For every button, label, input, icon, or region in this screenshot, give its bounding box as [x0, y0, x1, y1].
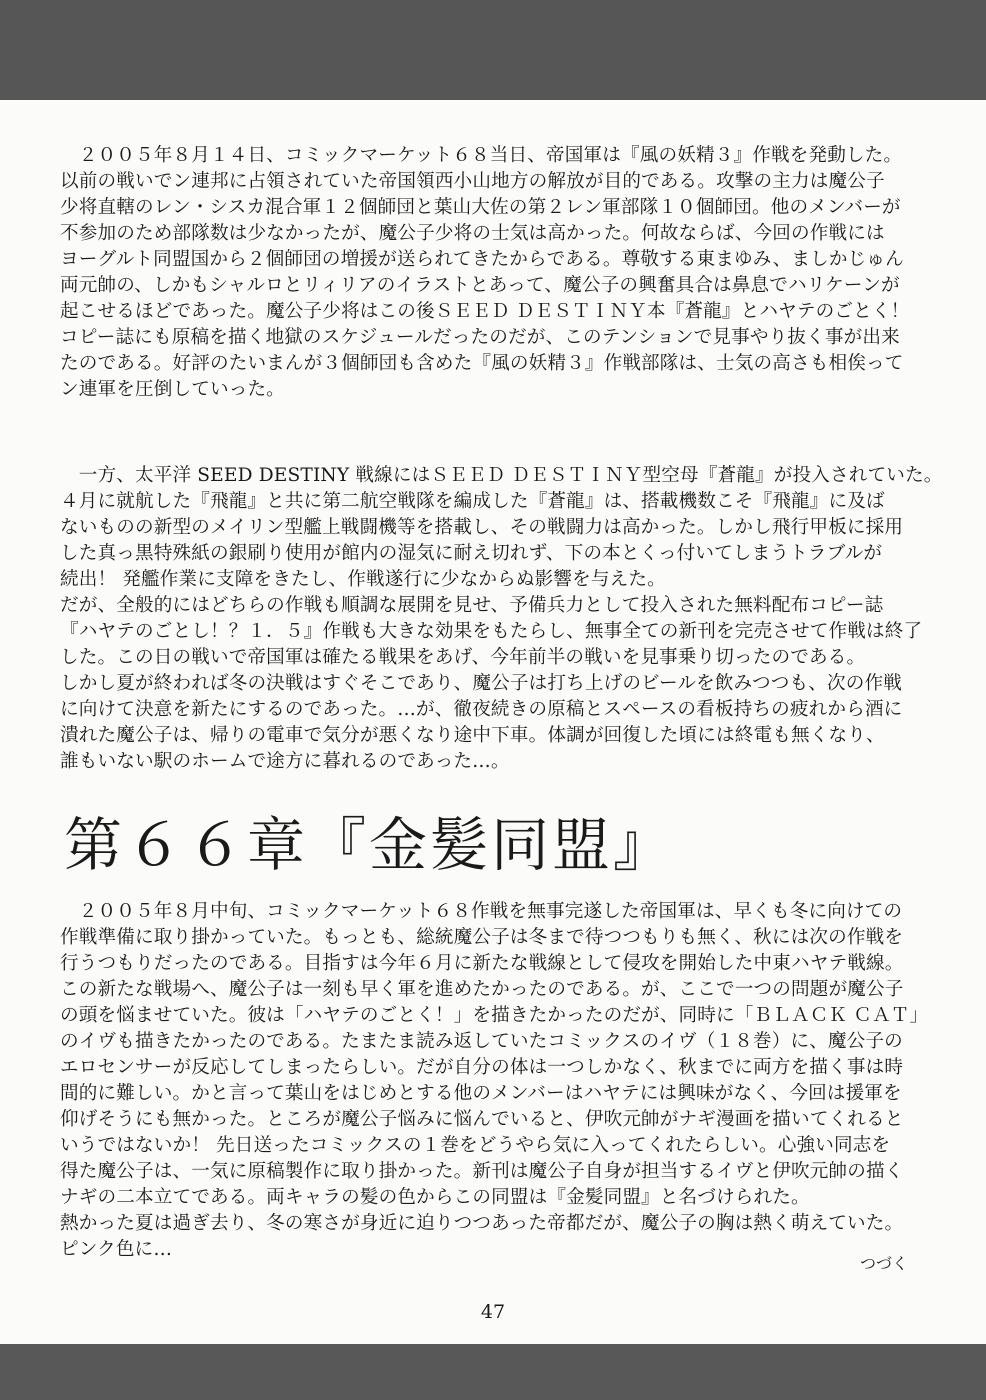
text-line: に向けて決意を新たにするのであった。…が、徹夜続きの原稿とスペースの看板持ちの疲れから酒に: [60, 699, 903, 720]
scan-border-bottom: [0, 1344, 986, 1400]
chapter-heading: 第６６章『金髪同盟』: [64, 811, 675, 879]
text-line: の頭を悩ませていた。彼は「ハヤテのごとく！」を描きたかったのだが、同時に「ＢＬＡＣＫ ＣＡＴ」: [60, 1005, 929, 1026]
text-line: ２００５年８月中旬、コミックマーケット６８作戦を無事完遂した帝国軍は、早くも冬に向けての: [60, 901, 903, 922]
text-line: ピンク色に…: [60, 1239, 173, 1260]
text-line: した真っ黒特殊紙の銀刷り使用が館内の湿気に耐え切れず、下の本とくっ付いてしまうトラブルが: [60, 543, 883, 564]
text-line: 得た魔公子は、一気に原稿製作に取り掛かった。新刊は魔公子自身が担当するイヴと伊吹元帥の描く: [60, 1161, 904, 1182]
text-line: 少将直轄のレン・シスカ混合軍１２個師団と葉山大佐の第２レン軍部隊１０個師団。他のメンバーが: [60, 197, 901, 218]
text-line: ナギの二本立てである。両キャラの髪の色からこの同盟は『金髪同盟』と名づけられた。: [60, 1187, 810, 1208]
text-line: 続出！ 発艦作業に支障をきたし、作戦遂行に少なからぬ影響を与えた。: [60, 569, 666, 590]
text-line: 行うつもりだったのである。目指すは今年６月に新たな戦線として侵攻を開始した中東ハヤテ戦線。: [60, 953, 904, 974]
text-line: たのである。好評のたいまんが３個師団も含めた『風の妖精３』作戦部隊は、士気の高さも相俟って: [60, 353, 904, 374]
text-line: 誰もいない駅のホームで途方に暮れるのであった…。: [60, 751, 510, 772]
text-line: 作戦準備に取り掛かっていた。もっとも、総統魔公子は冬まで待つつもりも無く、秋には次の作戦を: [60, 927, 904, 948]
text-line: エロセンサーが反応してしまったらしい。だが自分の体は一つしかなく、秋までに両方を描く事は時: [60, 1057, 904, 1078]
text-line: ２００５年８月１４日、コミックマーケット６８当日、帝国軍は『風の妖精３』作戦を発動した。: [60, 145, 903, 166]
text-line: のイヴも描きたかったのである。たまたま読み返していたコミックスのイヴ（１８巻）に、魔公子の: [60, 1031, 903, 1052]
scan-border-top: [0, 0, 986, 100]
text-line: この新たな戦場へ、魔公子は一刻も早く軍を進めたかったのである。が、ここで一つの問題が魔公子: [60, 979, 904, 1000]
text-line: だが、全般的にはどちらの作戦も順調な展開を見せ、予備兵力として投入された無料配布コピー誌: [60, 595, 884, 616]
text-line: ン連軍を圧倒していった。: [60, 379, 285, 400]
page-number: 47: [480, 1301, 506, 1323]
text-line: 一方、太平洋 SEED DESTINY 戦線にはＳＥＥＤ ＤＥＳＴＩＮＹ型空母『蒼龍』が投入されていた。: [60, 465, 943, 486]
text-line: 間的に難しい。かと言って葉山をはじめとする他のメンバーはハヤテには興味がなく、今回は援軍を: [60, 1083, 902, 1104]
text-line: コピー誌にも原稿を描く地獄のスケジュールだったのだが、このテンションで見事やり抜く事が出来: [60, 327, 900, 348]
text-line: 以前の戦いでン連邦に占領されていた帝国領西小山地方の解放が目的である。攻撃の主力は魔公子: [60, 171, 885, 192]
section-comiket-68-battle: [60, 143, 946, 403]
text-line: ヨーグルト同盟国から２個師団の増援が送られてきたからである。尊敬する東まゆみ、ましかじゅん: [60, 249, 904, 270]
section-pacific-front: [60, 463, 946, 775]
text-line: 仰げそうにも無かった。ところが魔公子悩みに悩んでいると、伊吹元帥がナギ漫画を描いてくれると: [60, 1109, 904, 1130]
text-line: 不参加のため部隊数は少なかったが、魔公子少将の士気は高かった。何故ならば、今回の作戦には: [60, 223, 885, 244]
text-line: 潰れた魔公子は、帰りの電車で気分が悪くなり途中下車。体調が回復した頃には終電も無くなり、: [60, 725, 885, 746]
text-line: した。この日の戦いで帝国軍は確たる戦果をあげ、今年前半の戦いを見事乗り切ったのである。: [60, 647, 866, 668]
text-line: 『ハヤテのごとし！？１．５』作戦も大きな効果をもたらし、無事全ての新刊を完売させて作戦は終了: [60, 621, 923, 642]
text-line: 熱かった夏は過ぎ去り、冬の寒さが身近に迫りつつあった帝都だが、魔公子の胸は熱く萌えていた。: [60, 1213, 904, 1234]
text-line: 起こせるほどであった。魔公子少将はこの後ＳＥＥＤ ＤＥＳＴＩＮＹ本『蒼龍』とハヤテのごとく！: [60, 301, 910, 322]
section-blonde-alliance: [60, 899, 946, 1263]
text-line: ないものの新型のメイリン型艦上戦闘機等を搭載し、その戦闘力は高かった。しかし飛行甲板に採用: [60, 517, 904, 538]
to-be-continued-note: つづく: [859, 1254, 908, 1273]
text-line: いうではないか！ 先日送ったコミックスの１巻をどうやら気に入ってくれたらしい。心強い同志を: [60, 1135, 891, 1156]
text-line: ４月に就航した『飛龍』と共に第二航空戦隊を編成した『蒼龍』は、搭載機数こそ『飛龍』に及ば: [60, 491, 885, 512]
text-line: 両元帥の、しかもシャルロとリィリアのイラストとあって、魔公子の興奮具合は鼻息でハリケーンが: [60, 275, 900, 296]
text-line: しかし夏が終われば冬の決戦はすぐそこであり、魔公子は打ち上げのビールを飲みつつも、次の作戦: [60, 673, 902, 694]
